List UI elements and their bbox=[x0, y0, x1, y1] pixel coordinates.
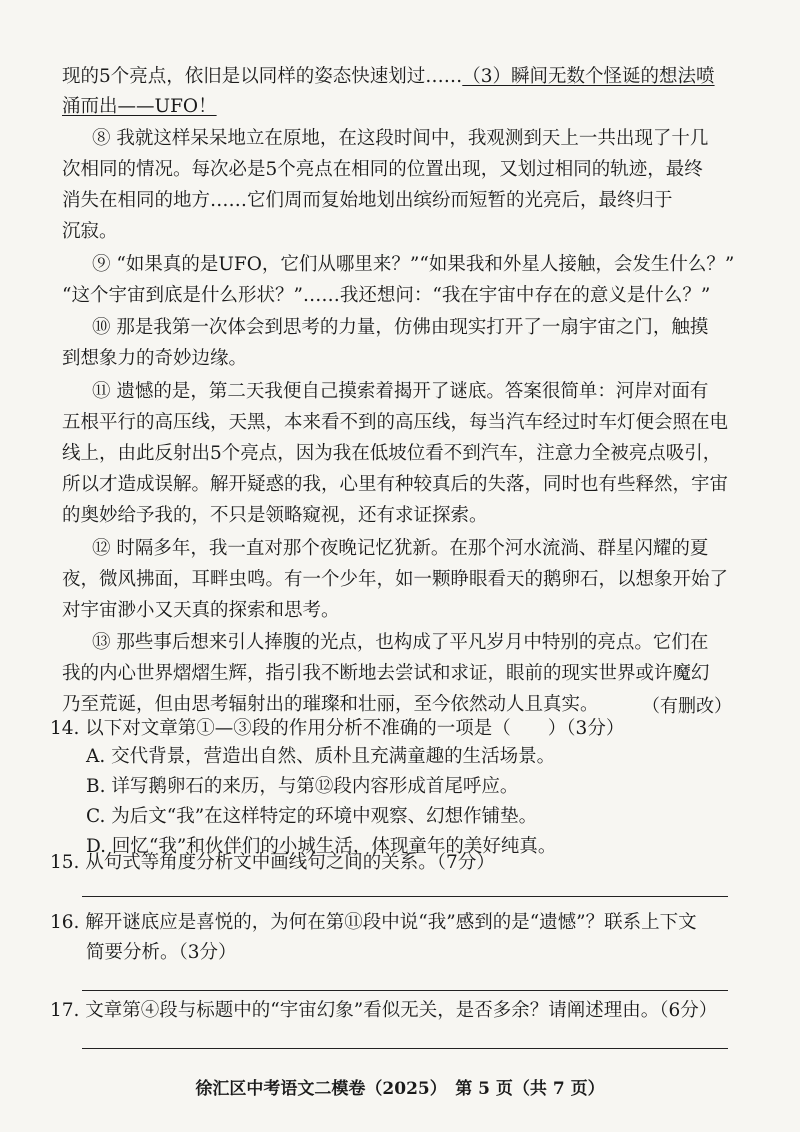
answer-line-16[interactable] bbox=[82, 990, 728, 991]
question-14-option-b: B. 详写鹅卵石的来历，与第⑫段内容形成首尾呼应。 bbox=[86, 776, 519, 797]
question-17-stem: 17. 文章第④段与标题中的“宇宙幻象”看似无关，是否多余？请阐述理由。（6分） bbox=[50, 1000, 718, 1021]
answer-line-17[interactable] bbox=[82, 1048, 728, 1049]
paragraph-12-line: 夜，微风拂面，耳畔虫鸣。有一个少年，如一颗睁眼看天的鹅卵石，以想象开始了 bbox=[62, 569, 729, 590]
page-footer: 徐汇区中考语文二模卷（2025） 第 5 页（共 7 页） bbox=[195, 1079, 605, 1099]
paragraph-8-line: ⑧ 我就这样呆呆地立在原地，在这段时间中，我观测到天上一共出现了十几 bbox=[92, 128, 709, 149]
paragraph-8-line: 次相同的情况。每次必是5个亮点在相同的位置出现，又划过相同的轨迹，最终 bbox=[62, 159, 703, 180]
paragraph-13-line: 我的内心世界熠熠生辉，指引我不断地去尝试和求证，眼前的现实世界或许魔幻 bbox=[62, 663, 710, 684]
paragraph-12-line: ⑫ 时隔多年，我一直对那个夜晚记忆犹新。在那个河水流淌、群星闪耀的夏 bbox=[92, 538, 709, 559]
question-14-option-d: D. 回忆“我”和伙伴们的小城生活，体现童年的美好纯真。 bbox=[86, 836, 557, 857]
passage-text: 现的5个亮点，依旧是以同样的姿态快速划过…… bbox=[62, 66, 463, 87]
question-15-stem: 15. 从句式等角度分析文中画线句之间的关系。（7分） bbox=[50, 852, 495, 873]
source-note: （有删改） bbox=[642, 696, 732, 717]
paragraph-8-line: 沉寂。 bbox=[62, 221, 118, 242]
paragraph-13-line: 乃至荒诞，但由思考辐射出的璀璨和壮丽，至今依然动人且真实。 bbox=[62, 694, 599, 715]
underlined-sentence-3: （3）瞬间无数个怪诞的想法喷 bbox=[462, 66, 715, 87]
paragraph-10-line: 到想象力的奇妙边缘。 bbox=[62, 348, 248, 369]
question-16-stem-cont: 简要分析。（3分） bbox=[86, 942, 237, 963]
paragraph-12-line: 对宇宙渺小又天真的探索和思考。 bbox=[62, 600, 340, 621]
paragraph-9-line: “这个宇宙到底是什么形状？”……我还想问：“我在宇宙中存在的意义是什么？” bbox=[62, 285, 711, 306]
paragraph-11-line: 线上，由此反射出5个亮点，因为我在低坡位看不到汽车，注意力全被亮点吸引， bbox=[62, 443, 722, 464]
answer-line-15[interactable] bbox=[82, 896, 728, 897]
question-14-stem: 14. 以下对文章第①—③段的作用分析不准确的一项是（ ）（3分） bbox=[50, 718, 625, 739]
paragraph-8-line: 消失在相同的地方……它们周而复始地划出缤纷而短暂的光亮后，最终归于 bbox=[62, 190, 673, 211]
paragraph-11-line: 的奥妙给予我的，不只是领略窥视，还有求证探索。 bbox=[62, 505, 488, 526]
passage-continuation bbox=[62, 62, 726, 92]
question-14-option-c: C. 为后文“我”在这样特定的环境中观察、幻想作铺垫。 bbox=[86, 806, 538, 827]
underlined-sentence-3-end: 涌而出——UFO！ bbox=[62, 96, 217, 117]
paragraph-10-line: ⑩ 那是我第一次体会到思考的力量，仿佛由现实打开了一扇宇宙之门，触摸 bbox=[92, 317, 709, 338]
paragraph-13-line: ⑬ 那些事后想来引人捧腹的光点，也构成了平凡岁月中特别的亮点。它们在 bbox=[92, 632, 709, 653]
passage-line bbox=[62, 92, 726, 122]
paragraph-9-line: ⑨ “如果真的是UFO，它们从哪里来？”“如果我和外星人接触，会发生什么？” bbox=[92, 254, 735, 275]
question-14-option-a: A. 交代背景，营造出自然、质朴且充满童趣的生活场景。 bbox=[86, 746, 556, 767]
paragraph-11-line: 五根平行的高压线，天黑，本来看不到的高压线，每当汽车经过时车灯便会照在电 bbox=[62, 412, 729, 433]
question-16-stem: 16. 解开谜底应是喜悦的，为何在第⑪段中说“我”感到的是“遗憾”？联系上下文 bbox=[50, 912, 697, 933]
paragraph-11-line: ⑪ 遗憾的是，第二天我便自己摸索着揭开了谜底。答案很简单：河岸对面有 bbox=[92, 381, 709, 402]
paragraph-11-line: 所以才造成误解。解开疑惑的我，心里有种较真后的失落，同时也有些释然，宇宙 bbox=[62, 474, 729, 495]
